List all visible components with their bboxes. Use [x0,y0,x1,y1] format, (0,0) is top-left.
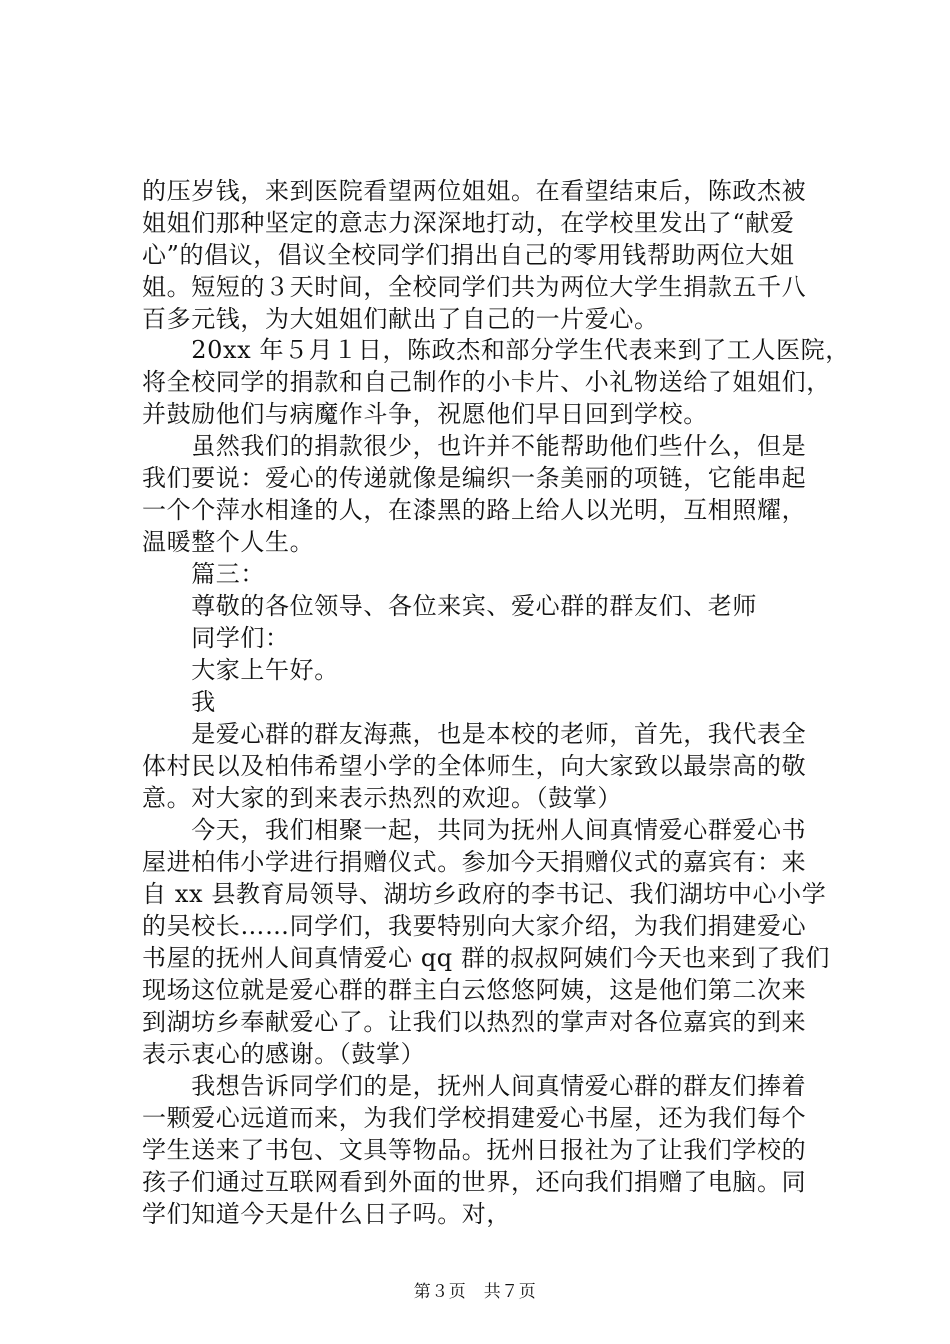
text-line: 我 [142,688,216,716]
text-line: 表示衷心的感谢。（鼓掌） [142,1040,426,1068]
text-line: 学生送来了书包、文具等物品。抚州日报社为了让我们学校的 [142,1136,807,1164]
text-line: 书屋的抚州人间真情爱心 qq 群的叔叔阿姨们今天也来到了我们 [142,944,830,972]
text-line: 学们知道今天是什么日子吗。对， [142,1200,511,1228]
text-line: 虽然我们的捐款很少，也许并不能帮助他们些什么，但是 [142,432,807,460]
text-line: 大家上午好。 [142,656,339,684]
text-line: 屋进柏伟小学进行捐赠仪式。参加今天捐赠仪式的嘉宾有：来 [142,848,807,876]
page-number-footer: 第３页 共７页 [413,1282,537,1302]
text-line: 的压岁钱，来到医院看望两位姐姐。在看望结束后，陈政杰被 [142,177,807,205]
text-line: 20xx 年５月１日，陈政杰和部分学生代表来到了工人医院， [142,336,850,364]
text-line: 将全校同学的捐款和自己制作的小卡片、小礼物送给了姐姐们， [142,368,831,396]
text-line: 尊敬的各位领导、各位来宾、爱心群的群友们、老师 [142,592,757,620]
text-line: 我想告诉同学们的是，抚州人间真情爱心群的群友们捧着 [142,1072,807,1100]
text-line: 一颗爱心远道而来，为我们学校捐建爱心书屋，还为我们每个 [142,1104,807,1132]
text-line: 今天，我们相聚一起，共同为抚州人间真情爱心群爱心书 [142,816,807,844]
text-line: 体村民以及柏伟希望小学的全体师生，向大家致以最崇高的敬 [142,752,807,780]
text-line: 一个个萍水相逢的人，在漆黑的路上给人以光明，互相照耀， [142,496,807,524]
text-line: 孩子们通过互联网看到外面的世界，还向我们捐赠了电脑。同 [142,1168,807,1196]
text-line: 温暖整个人生。 [142,528,315,556]
text-line: 意。对大家的到来表示热烈的欢迎。（鼓掌） [142,784,622,812]
text-line: 现场这位就是爱心群的群主白云悠悠阿姨，这是他们第二次来 [142,976,807,1004]
text-line: 是爱心群的群友海燕，也是本校的老师，首先，我代表全 [142,720,807,748]
text-line: 百多元钱，为大姐姐们献出了自己的一片爱心。 [142,305,659,333]
text-line: 并鼓励他们与病魔作斗争，祝愿他们早日回到学校。 [142,400,708,428]
text-line: 到湖坊乡奉献爱心了。让我们以热烈的掌声对各位嘉宾的到来 [142,1008,807,1036]
text-line: 的吴校长……同学们，我要特别向大家介绍，为我们捐建爱心 [142,912,807,940]
text-line: 篇三： [142,560,265,588]
text-line: 自 xx 县教育局领导、湖坊乡政府的李书记、我们湖坊中心小学 [142,880,827,908]
text-line: 心”的倡议，倡议全校同学们捐出自己的零用钱帮助两位大姐 [142,241,795,269]
text-line: 姐。短短的３天时间，全校同学们共为两位大学生捐款五千八 [142,273,807,301]
text-line: 姐姐们那种坚定的意志力深深地打动，在学校里发出了“献爱 [142,209,795,237]
text-line: 我们要说：爱心的传递就像是编织一条美丽的项链，它能串起 [142,464,807,492]
text-line: 同学们： [142,624,290,652]
